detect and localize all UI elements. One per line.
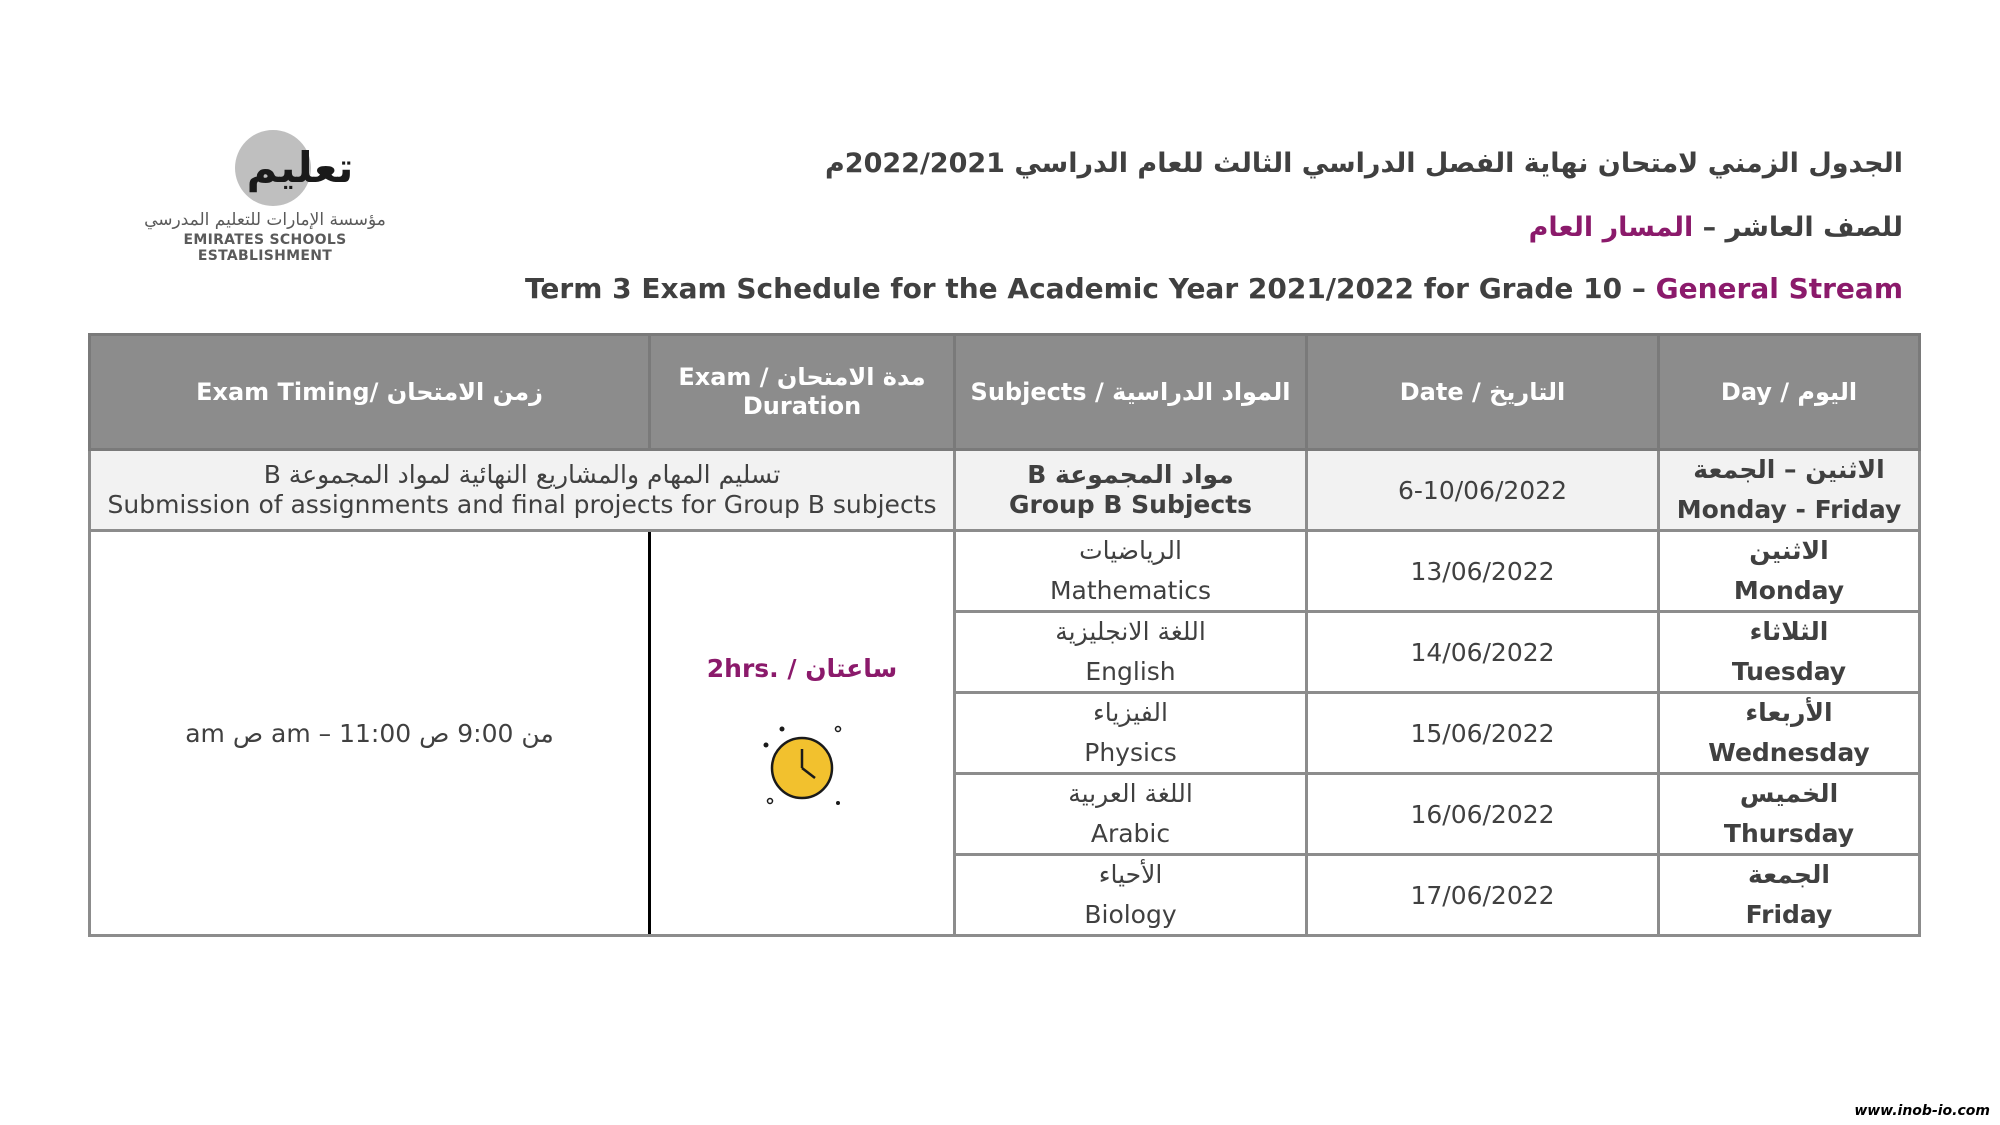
day-ar: الأربعاء: [1745, 698, 1833, 727]
group-b-submission-ar: تسليم المهام والمشاريع النهائية لمواد المجموعة B: [263, 460, 781, 489]
header-exam-timing: Exam Timing/ زمن الامتحان: [90, 335, 650, 450]
subtitle-grade: للصف العاشر –: [1693, 212, 1903, 243]
group-b-submission: [90, 450, 955, 531]
logo-mark-text: تعليم: [246, 143, 354, 192]
group-b-date: 6-10/06/2022: [1307, 450, 1659, 531]
page-title-english: [525, 272, 1903, 305]
day-cell: [1659, 531, 1920, 612]
date-cell: 13/06/2022: [1307, 531, 1659, 612]
table-header-row: [90, 335, 1920, 450]
day-en: Monday: [1733, 576, 1845, 605]
taaleem-logo-icon: [225, 120, 365, 220]
subject-cell: [955, 693, 1307, 774]
group-b-subject-en: Group B Subjects: [1008, 490, 1253, 519]
day-en: Tuesday: [1731, 657, 1847, 686]
day-ar: الخميس: [1739, 779, 1839, 808]
day-cell: [1659, 693, 1920, 774]
date-cell: 16/06/2022: [1307, 774, 1659, 855]
date-cell: 14/06/2022: [1307, 612, 1659, 693]
header-duration-line1: Exam / مدة الامتحان: [678, 363, 926, 392]
exam-timing-cell: [90, 531, 650, 936]
header-day: Day / اليوم: [1659, 335, 1920, 450]
exam-duration-text: 2hrs. / ساعتان: [706, 653, 898, 683]
day-cell: [1659, 855, 1920, 936]
subject-ar: الرياضيات: [1079, 536, 1182, 565]
exam-timing-text: من 9:00 ص am – 11:00 ص am: [185, 718, 554, 748]
subject-cell: [955, 531, 1307, 612]
exam-schedule-table: [88, 333, 1921, 937]
page-subtitle-arabic: [1529, 212, 1903, 243]
date-cell: 15/06/2022: [1307, 693, 1659, 774]
group-b-day-ar: الاثنين – الجمعة: [1693, 455, 1885, 484]
subtitle-stream: المسار العام: [1528, 212, 1694, 243]
subject-ar: اللغة الانجليزية: [1055, 617, 1206, 646]
day-cell: [1659, 612, 1920, 693]
subject-cell: [955, 612, 1307, 693]
subject-en: Arabic: [1090, 819, 1171, 848]
title-en-main: Term 3 Exam Schedule for the Academic Year 2021/2022 for Grade 10 –: [525, 272, 1656, 305]
day-ar: الجمعة: [1747, 860, 1830, 889]
clock-icon: [752, 723, 852, 813]
header-duration-line2: Duration: [742, 392, 862, 420]
subject-en: Physics: [1084, 738, 1177, 767]
watermark: www.inob-io.com: [1854, 1103, 1990, 1119]
logo-name-arabic: مؤسسة الإمارات للتعليم المدرسي: [144, 210, 386, 230]
day-en: Wednesday: [1708, 738, 1870, 767]
subject-ar: الأحياء: [1098, 860, 1163, 889]
title-en-stream: General Stream: [1655, 272, 1903, 305]
day-ar: الثلاثاء: [1749, 617, 1829, 646]
subject-ar: الفيزياء: [1093, 698, 1168, 727]
header-exam-duration: [650, 335, 955, 450]
page-title-arabic: الجدول الزمني لامتحان نهاية الفصل الدراسي الثالث للعام الدراسي 2022/2021م: [825, 148, 1903, 179]
group-b-subject-ar: مواد المجموعة B: [1027, 460, 1234, 489]
day-en: Friday: [1745, 900, 1833, 929]
header-subjects: Subjects / المواد الدراسية: [955, 335, 1307, 450]
subject-cell: [955, 855, 1307, 936]
subject-ar: اللغة العربية: [1068, 779, 1193, 808]
header-date: Date / التاريخ: [1307, 335, 1659, 450]
group-b-subject: [955, 450, 1307, 531]
date-cell: 17/06/2022: [1307, 855, 1659, 936]
subject-cell: [955, 774, 1307, 855]
logo-name-english: EMIRATES SCHOOLS ESTABLISHMENT: [183, 232, 347, 264]
exam-duration-cell: [650, 531, 955, 936]
subject-en: Mathematics: [1049, 576, 1212, 605]
subject-en: English: [1085, 657, 1176, 686]
table-row-group-b: [90, 450, 1920, 531]
group-b-submission-en: Submission of assignments and final projects for Group B subjects: [107, 490, 937, 519]
logo: [130, 110, 420, 264]
day-cell: [1659, 774, 1920, 855]
subject-en: Biology: [1084, 900, 1177, 929]
day-en: Thursday: [1723, 819, 1855, 848]
table-row: [90, 531, 1920, 612]
day-ar: الاثنين: [1749, 536, 1829, 565]
group-b-day-en: Monday - Friday: [1676, 495, 1902, 524]
group-b-day: [1659, 450, 1920, 531]
